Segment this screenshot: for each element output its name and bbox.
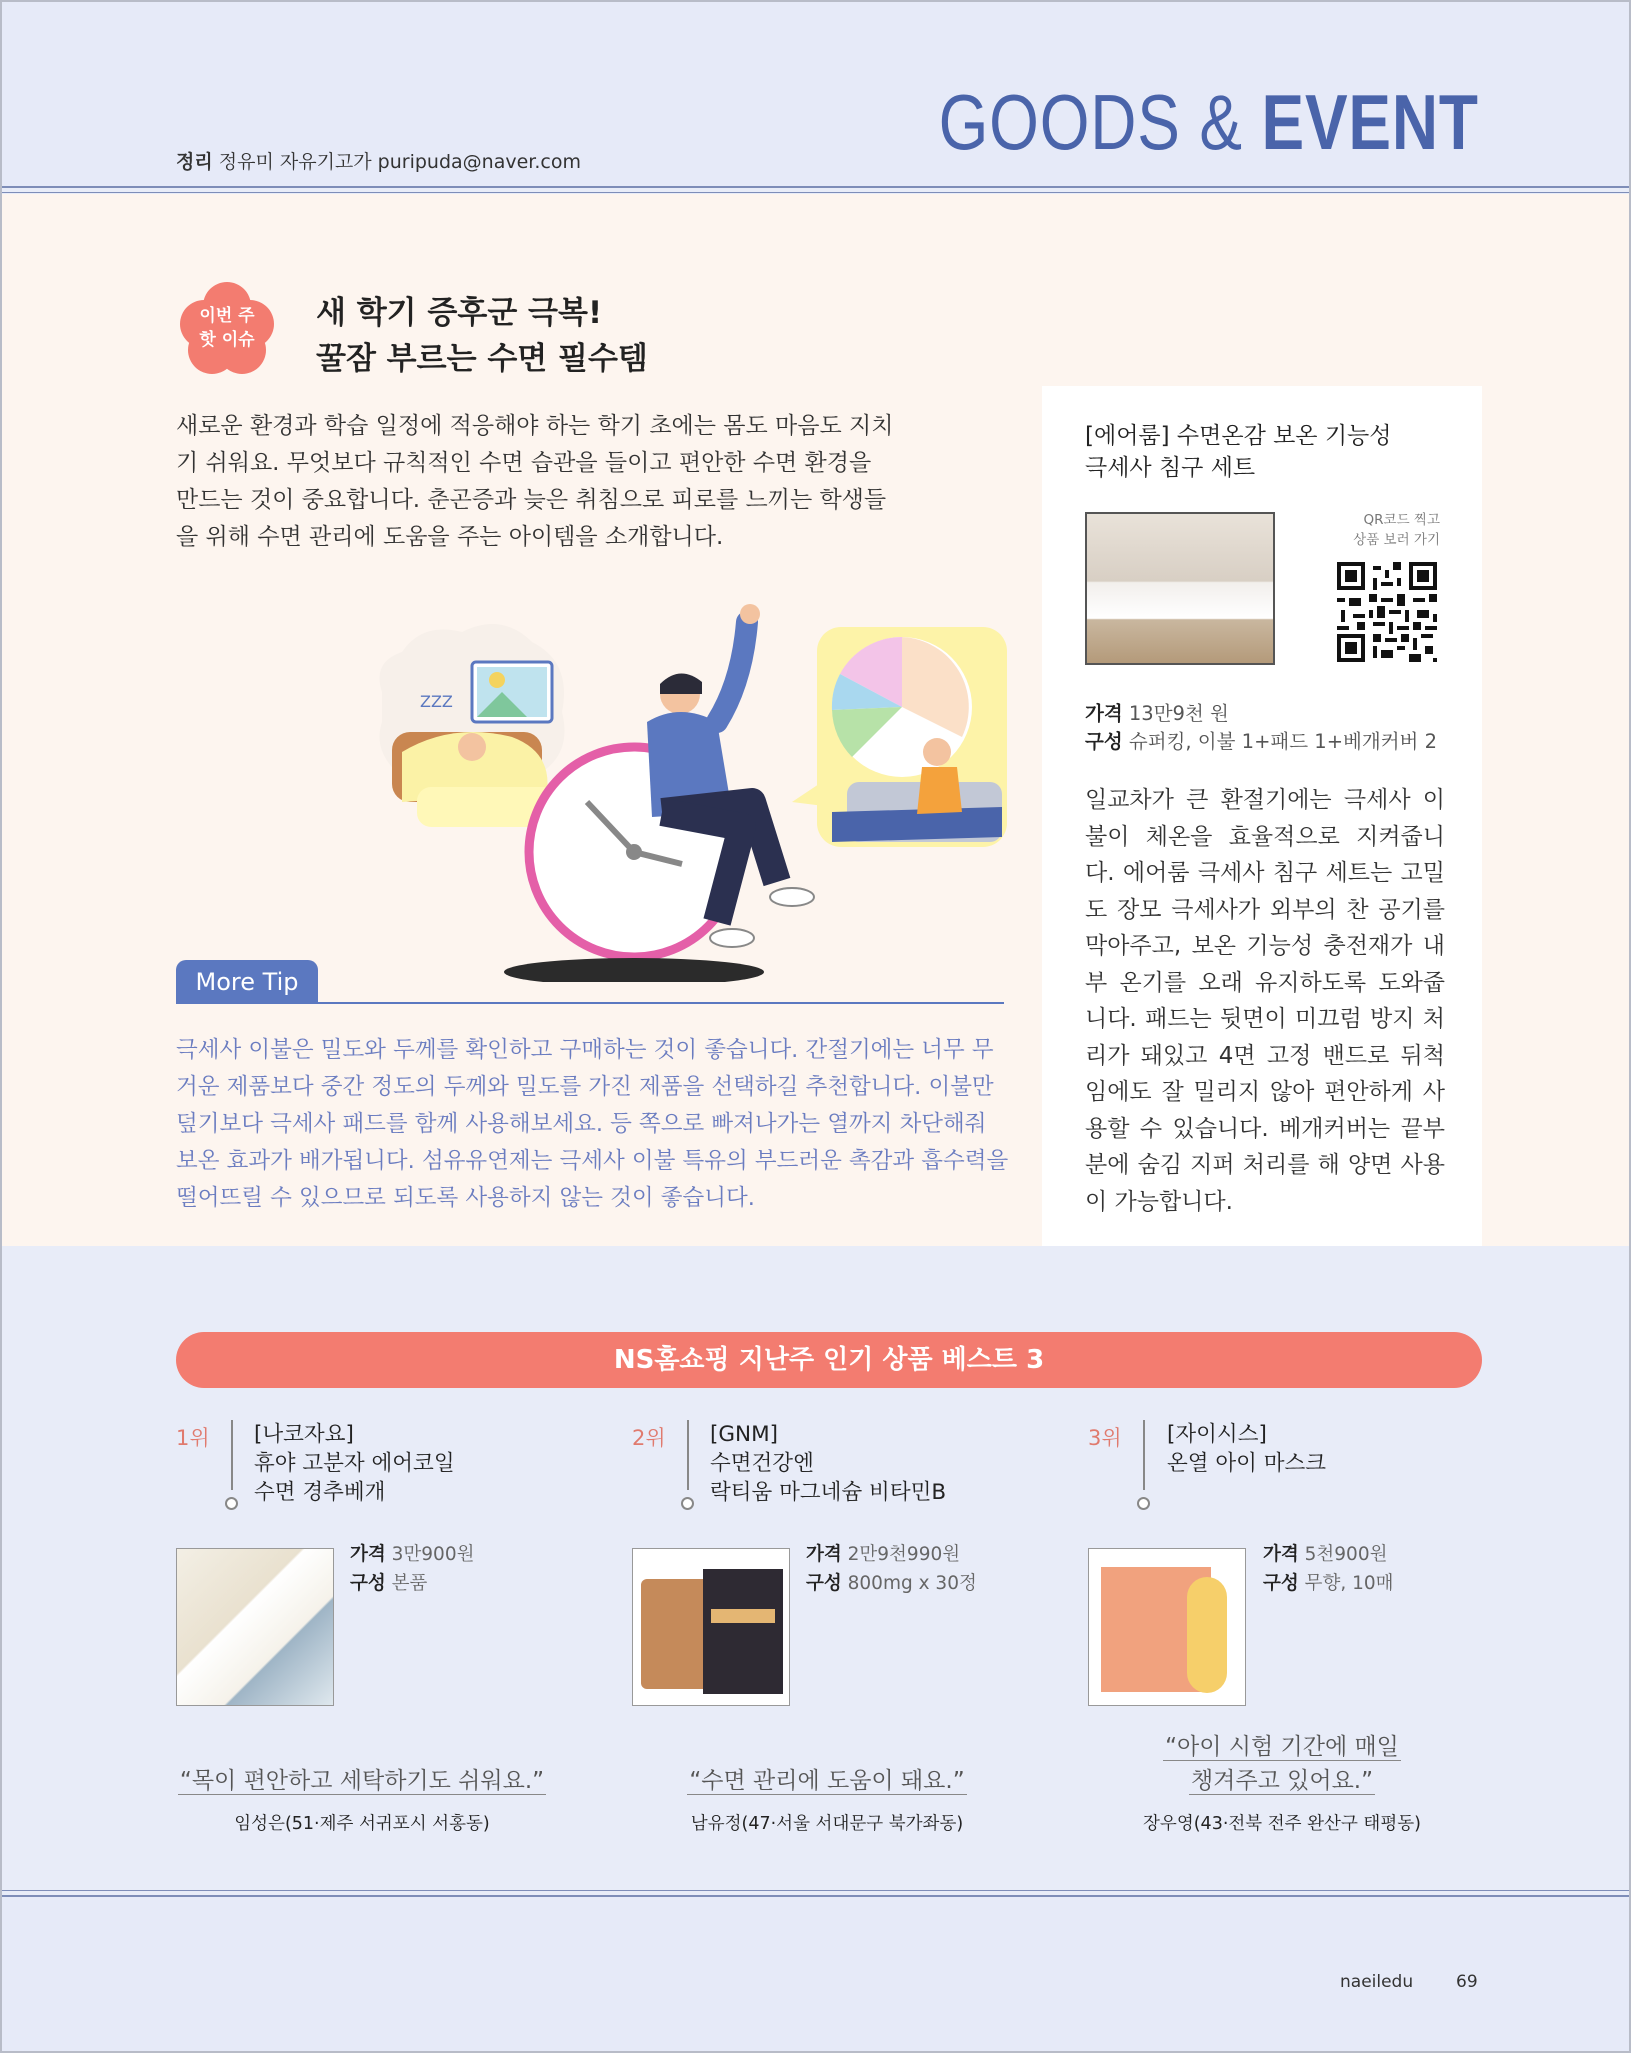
eye-mask-photo xyxy=(1088,1548,1246,1706)
section-title-goods: GOODS xyxy=(938,78,1181,166)
badge-line-1: 이번 주 xyxy=(199,306,255,326)
footer-site-name: naeiledu xyxy=(1340,1972,1414,1992)
page-number: 69 xyxy=(1456,1972,1478,1992)
review-quote xyxy=(1062,1730,1502,1798)
qr-caption-line-2: 상품 보러 가기 xyxy=(1353,532,1440,548)
config-label: 구성 xyxy=(806,1573,842,1594)
rank-divider xyxy=(1143,1420,1145,1490)
config-value: 800mg x 30정 xyxy=(847,1573,977,1594)
best3-title-bar: NS홈쇼핑 지난주 인기 상품 베스트 3 xyxy=(176,1332,1482,1388)
section-title-amp: & xyxy=(1199,78,1244,166)
product-name xyxy=(1167,1420,1326,1478)
product-name-line: [나코자요] xyxy=(254,1422,354,1447)
product-description: 일교차가 큰 환절기에는 극세사 이불이 체온을 효율적으로 지켜줍니다. 에어룸 극세사 침구 세트는 고밀도 장모 극세사가 외부의 찬 공기를 막아주고, 보온 기능성 충전재가 내부 온기를 오래 유지하도록 도와줍니다. 패드는 뒷면이 미끄럼 방지 처리가 돼있고 4면 고정 밴드로 뒤척임에도 잘 밀리지 않아 편안하게 사용할 수 있습니다. 베개커버는 끝부분에 숨김 지퍼 처리를 해 양면 사용이 가능합니다. xyxy=(1085,787,1445,1215)
config-label: 구성 xyxy=(1263,1573,1299,1594)
product-name-line: 휴야 고분자 에어코일 xyxy=(254,1451,455,1476)
more-tip-tab: More Tip xyxy=(176,960,318,1004)
feature-headline xyxy=(316,290,648,382)
product-info xyxy=(1263,1540,1394,1598)
product-title-line-1: [에어룸] 수면온감 보온 기능성 xyxy=(1085,423,1392,449)
reviewer-name: 남유정(47·서울 서대문구 북가좌동) xyxy=(690,1814,964,1834)
product-info xyxy=(350,1540,474,1598)
bedding-photo xyxy=(1085,512,1275,665)
rank-dot xyxy=(681,1497,694,1510)
product-card-title xyxy=(1085,420,1392,484)
price-label: 가격 xyxy=(806,1544,842,1565)
quote-line: “목이 편안하고 세탁하기도 쉬워요.” xyxy=(179,1768,545,1794)
pillow-photo xyxy=(176,1548,334,1706)
price-value: 13만9천 원 xyxy=(1128,702,1229,725)
rank-divider xyxy=(231,1420,233,1490)
hot-issue-badge-text xyxy=(174,304,280,352)
reviewer-name: 장우영(43·전북 전주 완산구 태평동) xyxy=(1143,1814,1421,1834)
rank-divider xyxy=(687,1420,689,1490)
product-name-line: 락티움 마그네슘 비타민B xyxy=(710,1480,947,1505)
section-title xyxy=(939,77,1479,168)
reviewer-name: 임성은(51·제주 서귀포시 서홍동) xyxy=(234,1814,490,1834)
price-label: 가격 xyxy=(1085,702,1123,725)
more-tip-rule xyxy=(176,1002,1004,1004)
footer-rule-thin xyxy=(2,1890,1629,1891)
more-tip-text: 극세사 이불은 밀도와 두께를 확인하고 구매하는 것이 좋습니다. 간절기에는 너무 무거운 제품보다 중간 정도의 두께와 밀도를 가진 제품을 선택하길 추천합니다. 이불만 덮기보다 극세사 패드를 함께 사용해보세요. 등 쪽으로 빠져나가는 열까지 차단해줘 보온 효과가 배가됩니다. 섬유유연제는 극세사 이불 특유의 부드러운 촉감과 흡수력을 떨어뜨릴 수 있으므로 되도록 사용하지 않는 것이 좋습니다. xyxy=(176,1037,1009,1211)
config-label: 구성 xyxy=(350,1573,386,1594)
editor-credit xyxy=(176,147,581,174)
rank-dot xyxy=(1137,1497,1150,1510)
illustration-zzz-label: ZZZ xyxy=(420,692,453,711)
product-name-line: 수면 경추베개 xyxy=(254,1480,386,1505)
quote-line: “수면 관리에 도움이 돼요.” xyxy=(689,1768,965,1794)
price-label: 가격 xyxy=(1263,1544,1299,1565)
review-quote xyxy=(607,1764,1047,1798)
feature-intro: 새로운 환경과 학습 일정에 적응해야 하는 학기 초에는 몸도 마음도 지치기 쉬워요. 무엇보다 규칙적인 수면 습관을 들이고 편안한 수면 환경을 만드는 것이 중요합니다. 춘곤증과 늦은 취침으로 피로를 느끼는 학생들을 위해 수면 관리에 도움을 주는 아이템을 소개합니다. xyxy=(176,413,894,550)
quote-line: 챙겨주고 있어요.” xyxy=(1190,1768,1374,1794)
qr-code-icon[interactable] xyxy=(1337,562,1437,662)
header-rule xyxy=(2,186,1629,188)
product-info xyxy=(806,1540,977,1598)
product-name-line: [자이시스] xyxy=(1167,1422,1267,1447)
product-name-line: 온열 아이 마스크 xyxy=(1167,1451,1327,1476)
section-title-event: EVENT xyxy=(1261,78,1479,166)
headline-line-2: 꿀잠 부르는 수면 필수템 xyxy=(316,341,648,377)
rank-label: 2위 xyxy=(632,1426,666,1450)
review-quote xyxy=(142,1764,582,1798)
rank-dot xyxy=(225,1497,238,1510)
headline-line-1: 새 학기 증후군 극복! xyxy=(316,295,603,331)
badge-line-2: 핫 이슈 xyxy=(199,330,255,350)
product-name-line: 수면건강엔 xyxy=(710,1451,814,1476)
price-value: 2만9천990원 xyxy=(847,1544,961,1565)
header-rule-thin xyxy=(2,192,1629,193)
price-value: 5천900원 xyxy=(1304,1544,1388,1565)
config-value: 무향, 10매 xyxy=(1304,1573,1394,1594)
config-value: 슈퍼킹, 이불 1+패드 1+베개커버 2 xyxy=(1128,730,1437,753)
product-name xyxy=(710,1420,946,1507)
credit-label: 정리 xyxy=(176,151,213,173)
sleep-illustration xyxy=(362,602,1012,982)
price-label: 가격 xyxy=(350,1544,386,1565)
config-value: 본품 xyxy=(391,1573,428,1594)
product-price-block xyxy=(1085,700,1437,756)
qr-caption xyxy=(1302,510,1440,550)
rank-label: 1위 xyxy=(176,1426,210,1450)
product-name-line: [GNM] xyxy=(710,1422,779,1447)
supplement-photo xyxy=(632,1548,790,1706)
credit-text: 정유미 자유기고가 puripuda@naver.com xyxy=(218,151,581,173)
config-label: 구성 xyxy=(1085,730,1123,753)
quote-line: “아이 시험 기간에 매일 xyxy=(1165,1734,1399,1760)
product-name xyxy=(254,1420,455,1507)
price-value: 3만900원 xyxy=(391,1544,475,1565)
qr-caption-line-1: QR코드 찍고 xyxy=(1363,512,1440,528)
rank-label: 3위 xyxy=(1088,1426,1122,1450)
product-title-line-2: 극세사 침구 세트 xyxy=(1085,455,1256,481)
